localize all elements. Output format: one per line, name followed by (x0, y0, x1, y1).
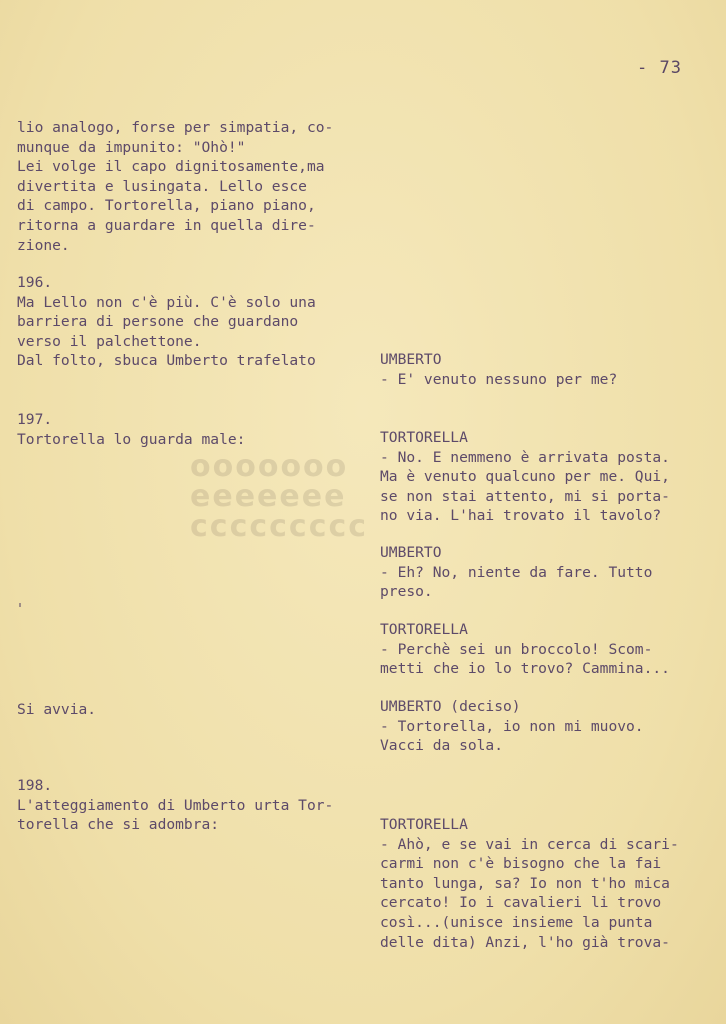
watermark-line: ooooooo (190, 449, 349, 484)
dialogue-tortorella-3: TORTORELLA - Ahò, e se vai in cerca di scari- carmi non c'è bisogno che la fai tanto lunga, sa? Io non t'ho mica cercato! Io i cavalieri li trovo così...(unisce insieme la punta delle dita) Anzi, l'ho già trova- (380, 816, 679, 951)
watermark-line: eeeeeee (190, 479, 347, 514)
scene-196: 196. Ma Lello non c'è più. C'è solo una barriera di persone che guardano verso il palchettone. Dal folto, sbuca Umberto trafelato (17, 274, 316, 370)
action-si-avvia: Si avvia. (17, 701, 97, 718)
dialogue-tortorella-2: TORTORELLA - Perchè sei un broccolo! Scom- metti che io lo trovo? Cammina... (380, 621, 670, 678)
dialogue-umberto-2: UMBERTO - Eh? No, niente da fare. Tutto preso. (380, 544, 653, 601)
dialogue-umberto-3: UMBERTO (deciso) - Tortorella, io non mi muovo. Vacci da sola. (380, 698, 644, 755)
ink-mark (19, 603, 21, 607)
scene-198: 198. L'atteggiamento di Umberto urta Tor- torella che si adombra: (17, 777, 334, 834)
dialogue-umberto-1: UMBERTO - E' venuto nessuno per me? (380, 351, 618, 388)
scene-197: 197. Tortorella lo guarda male: (17, 411, 246, 448)
dialogue-tortorella-1: TORTORELLA - No. E nemmeno è arrivata posta. Ma è venuto qualcuno per me. Qui, se non stai attento, mi si porta- no via. L'hai trovato il tavolo? (380, 429, 670, 525)
page-number: - 73 (637, 58, 682, 78)
action-paragraph: lio analogo, forse per simpatia, co- munque da impunito: "Ohò!" Lei volge il capo dignitosamente,ma divertita e lusingata. Lello esce di campo. Tortorella, piano piano, ritorna a guardare in quella dire- zione. (17, 119, 334, 254)
watermark-line: ccccccccc (190, 509, 369, 544)
